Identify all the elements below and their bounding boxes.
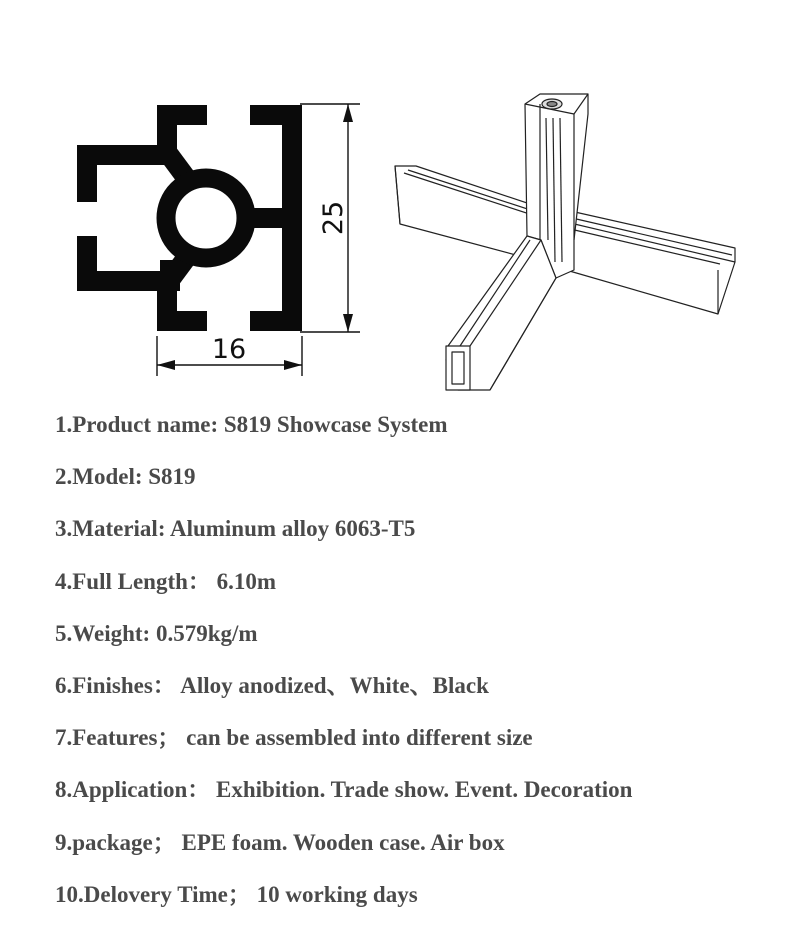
spec-full-length: 4.Full Length： 6.10m bbox=[55, 568, 277, 594]
spec-finishes: 6.Finishes： Alloy anodized、White、Black bbox=[55, 672, 489, 698]
height-dimension-label: 25 bbox=[318, 200, 349, 236]
product-figures bbox=[0, 0, 790, 400]
showcase-cross-assembly-drawing bbox=[395, 94, 735, 390]
spec-material: 3.Material: Aluminum alloy 6063-T5 bbox=[55, 516, 416, 542]
spec-application: 8.Application： Exhibition. Trade show. Event. Decoration bbox=[55, 777, 633, 803]
spec-weight: 5.Weight: 0.579kg/m bbox=[55, 620, 258, 646]
spec-features: 7.Features； can be assembled into different size bbox=[55, 725, 533, 751]
spec-package: 9.package； EPE foam. Wooden case. Air box bbox=[55, 829, 505, 855]
aluminum-profile-section bbox=[77, 105, 302, 331]
spec-delivery-time: 10.Delovery Time； 10 working days bbox=[55, 881, 418, 907]
profile-cross-section-drawing bbox=[0, 0, 790, 400]
spec-product-name: 1.Product name: S819 Showcase System bbox=[55, 412, 448, 437]
product-spec-list bbox=[55, 408, 775, 930]
width-dimension-label: 16 bbox=[211, 334, 247, 365]
profile-center-tube bbox=[166, 178, 246, 258]
spec-model: 2.Model: S819 bbox=[55, 464, 196, 490]
